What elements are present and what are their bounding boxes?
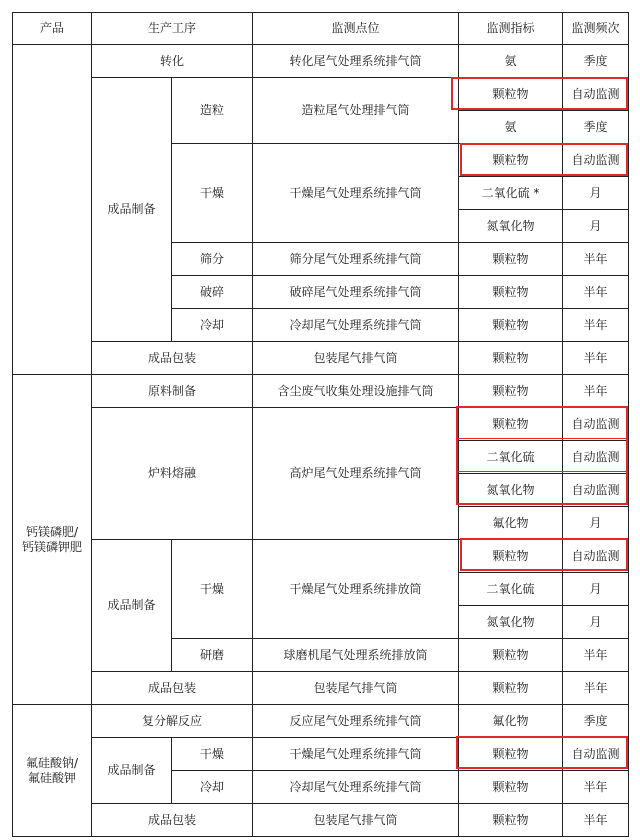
indicator-cell: 颗粒物 (459, 639, 563, 672)
frequency-cell: 自动监测 (563, 144, 629, 177)
process-cell: 原料制备 (92, 375, 253, 408)
indicator-cell: 颗粒物 (459, 144, 563, 177)
subprocess-cell: 冷却 (172, 309, 253, 342)
table-row (13, 672, 629, 705)
indicator-cell: 氨 (459, 111, 563, 144)
frequency-cell: 自动监测 (563, 474, 629, 507)
subprocess-cell: 冷却 (172, 771, 253, 804)
header-site: 监测点位 (253, 13, 459, 45)
frequency-cell: 半年 (563, 276, 629, 309)
indicator-cell: 颗粒物 (459, 243, 563, 276)
product-cell-1 (13, 45, 92, 375)
table-row (13, 540, 629, 573)
site-cell: 造粒尾气处理排气筒 (253, 78, 459, 144)
table-row (13, 78, 629, 111)
process-group-cell: 成品制备 (92, 78, 172, 342)
table-row (13, 408, 629, 441)
table-row (13, 738, 629, 771)
indicator-cell: 氮氧化物 (459, 606, 563, 639)
site-cell: 球磨机尾气处理系统排放筒 (253, 639, 459, 672)
header-process: 生产工序 (92, 13, 253, 45)
indicator-cell: 颗粒物 (459, 771, 563, 804)
table-header-row (13, 13, 629, 45)
indicator-cell: 氟化物 (459, 705, 563, 738)
indicator-cell: 二氧化硫 (459, 573, 563, 606)
table-row (13, 342, 629, 375)
table-row (13, 45, 629, 78)
site-cell: 包装尾气排气筒 (253, 342, 459, 375)
frequency-cell: 自动监测 (563, 408, 629, 441)
frequency-cell: 半年 (563, 375, 629, 408)
indicator-cell: 颗粒物 (459, 408, 563, 441)
subprocess-cell: 干燥 (172, 144, 253, 243)
site-cell: 筛分尾气处理系统排气筒 (253, 243, 459, 276)
process-cell: 转化 (92, 45, 253, 78)
monitoring-table (12, 12, 629, 837)
frequency-cell: 季度 (563, 705, 629, 738)
subprocess-cell: 干燥 (172, 540, 253, 639)
header-product: 产品 (13, 13, 92, 45)
frequency-cell: 月 (563, 507, 629, 540)
indicator-cell: 颗粒物 (459, 78, 563, 111)
process-group-cell: 成品制备 (92, 540, 172, 672)
indicator-cell: 二氧化硫 * (459, 177, 563, 210)
frequency-cell: 自动监测 (563, 540, 629, 573)
frequency-cell: 自动监测 (563, 441, 629, 474)
subprocess-cell: 筛分 (172, 243, 253, 276)
indicator-cell: 颗粒物 (459, 309, 563, 342)
indicator-cell: 颗粒物 (459, 276, 563, 309)
frequency-cell: 半年 (563, 771, 629, 804)
frequency-cell: 季度 (563, 45, 629, 78)
frequency-cell: 月 (563, 606, 629, 639)
process-cell: 炉料熔融 (92, 408, 253, 540)
frequency-cell: 自动监测 (563, 738, 629, 771)
process-cell: 成品包装 (92, 804, 253, 837)
header-indicator: 监测指标 (459, 13, 563, 45)
header-frequency: 监测频次 (563, 13, 629, 45)
site-cell: 干燥尾气处理系统排气筒 (253, 738, 459, 771)
frequency-cell: 半年 (563, 639, 629, 672)
frequency-cell: 半年 (563, 243, 629, 276)
frequency-cell: 月 (563, 177, 629, 210)
indicator-cell: 颗粒物 (459, 672, 563, 705)
table-row (13, 705, 629, 738)
subprocess-cell: 研磨 (172, 639, 253, 672)
subprocess-cell: 造粒 (172, 78, 253, 144)
frequency-cell: 月 (563, 573, 629, 606)
site-cell: 干燥尾气处理系统排放筒 (253, 540, 459, 639)
indicator-cell: 颗粒物 (459, 342, 563, 375)
indicator-cell: 氮氧化物 (459, 210, 563, 243)
frequency-cell: 半年 (563, 672, 629, 705)
subprocess-cell: 干燥 (172, 738, 253, 771)
site-cell: 包装尾气排气筒 (253, 672, 459, 705)
subprocess-cell: 破碎 (172, 276, 253, 309)
frequency-cell: 半年 (563, 804, 629, 837)
indicator-cell: 颗粒物 (459, 738, 563, 771)
site-cell: 干燥尾气处理系统排气筒 (253, 144, 459, 243)
process-cell: 成品包装 (92, 672, 253, 705)
frequency-cell: 自动监测 (563, 78, 629, 111)
indicator-cell: 颗粒物 (459, 804, 563, 837)
table-row (13, 375, 629, 408)
process-cell: 复分解反应 (92, 705, 253, 738)
indicator-cell: 颗粒物 (459, 375, 563, 408)
indicator-cell: 氮氧化物 (459, 474, 563, 507)
site-cell: 反应尾气处理系统排气筒 (253, 705, 459, 738)
site-cell: 高炉尾气处理系统排气筒 (253, 408, 459, 540)
site-cell: 含尘废气收集处理设施排气筒 (253, 375, 459, 408)
site-cell: 冷却尾气处理系统排气筒 (253, 771, 459, 804)
site-cell: 包装尾气排气筒 (253, 804, 459, 837)
table-row (13, 804, 629, 837)
process-cell: 成品包装 (92, 342, 253, 375)
indicator-cell: 氟化物 (459, 507, 563, 540)
indicator-cell: 二氧化硫 (459, 441, 563, 474)
product-cell-3: 氟硅酸钠/ 氟硅酸钾 (13, 705, 92, 837)
process-group-cell: 成品制备 (92, 738, 172, 804)
indicator-cell: 颗粒物 (459, 540, 563, 573)
frequency-cell: 月 (563, 210, 629, 243)
indicator-cell: 氨 (459, 45, 563, 78)
frequency-cell: 半年 (563, 342, 629, 375)
site-cell: 破碎尾气处理系统排气筒 (253, 276, 459, 309)
frequency-cell: 季度 (563, 111, 629, 144)
site-cell: 转化尾气处理系统排气筒 (253, 45, 459, 78)
site-cell: 冷却尾气处理系统排气筒 (253, 309, 459, 342)
product-cell-2: 钙镁磷肥/ 钙镁磷钾肥 (13, 375, 92, 705)
frequency-cell: 半年 (563, 309, 629, 342)
